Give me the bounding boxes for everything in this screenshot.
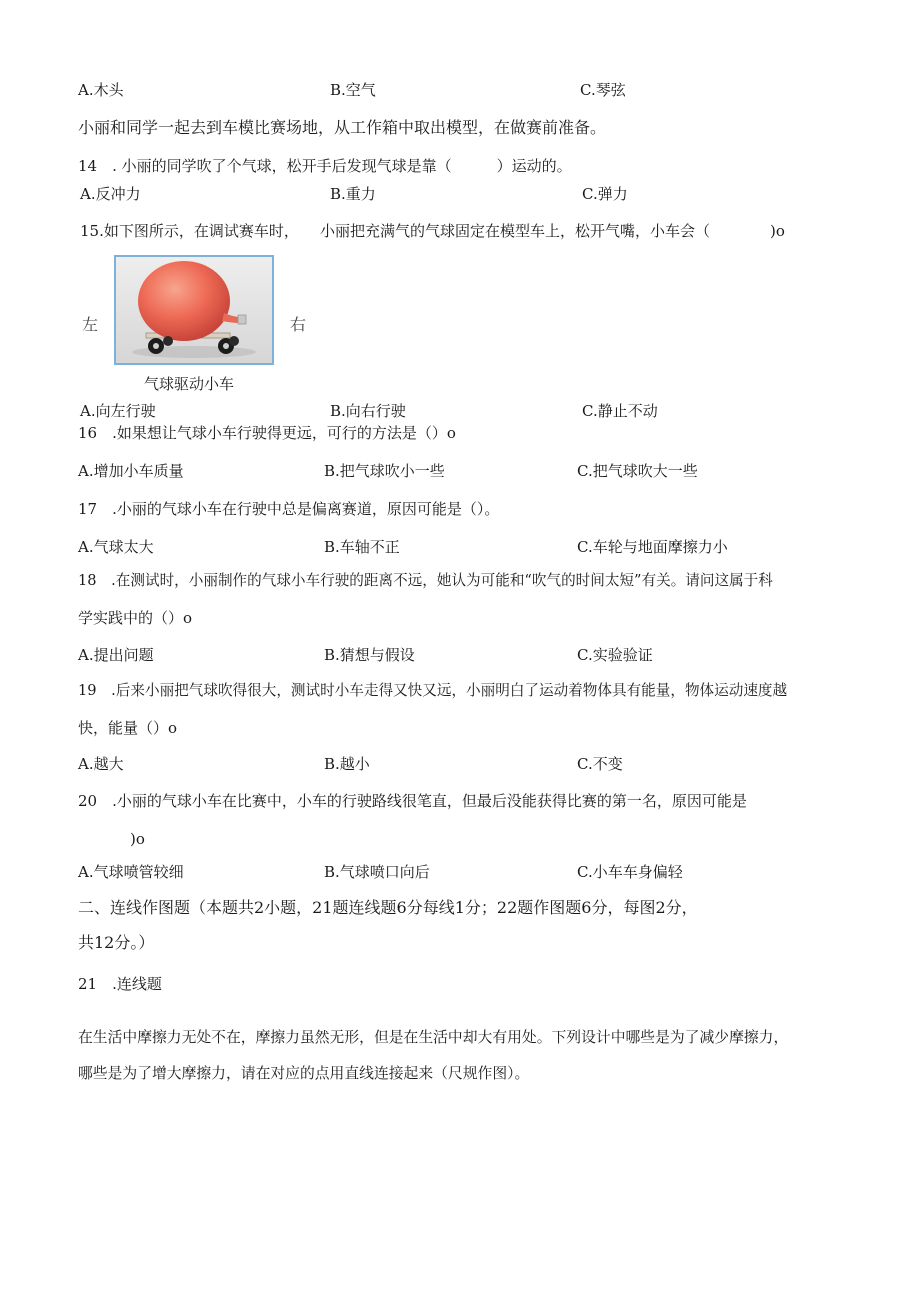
q15-option-b: B.向右行驶 [330,402,406,420]
q20-option-b: B.气球喷口向后 [324,863,430,881]
q19-option-c: C.不变 [577,755,623,773]
q21-paragraph-line-1: 在生活中摩擦力无处不在，摩擦力虽然无形，但是在生活中却大有用处。下列设计中哪些是为了减少摩擦力， [78,1029,789,1046]
q20-option-c: C.小车车身偏轻 [577,863,683,881]
balloon-car-figure [114,255,274,365]
q14-stem: 14 . 小丽的同学吹了个气球，松开手后发现气球是靠（ ）运动的。 [78,157,572,175]
figure-right-label: 右 [290,315,307,334]
figure-left-label: 左 [82,315,99,334]
q18-option-a: A.提出问题 [78,646,154,664]
q16-option-a: A.增加小车质量 [78,462,184,480]
q16-stem: 16 .如果想让气球小车行驶得更远，可行的方法是（）o [78,424,456,442]
q15-stem-part-a: 15.如下图所示，在调试赛车时， [80,222,299,240]
q14-option-a: A.反冲力 [80,185,141,203]
q18-stem-line-1: 18 .在测试时，小丽制作的气球小车行驶的距离不远，她认为可能和“吹气的时间太短”有关。请问这属于科 [78,572,773,589]
q17-stem: 17 .小丽的气球小车在行驶中总是偏离赛道，原因可能是（）。 [78,500,500,518]
q19-option-a: A.越大 [78,755,124,773]
q20-option-a: A.气球喷管较细 [78,863,184,881]
q16-option-b: B.把气球吹小一些 [324,462,445,480]
section-2-heading-line-2: 共12分。） [78,933,155,952]
q18-option-c: C.实验验证 [577,646,653,664]
q13-option-a: A.木头 [78,81,124,99]
balloon-car-image [116,257,272,363]
q14-option-b: B.重力 [330,185,376,203]
q17-option-b: B.车轴不正 [324,538,400,556]
q21-title: 21 .连线题 [78,975,162,993]
q18-option-b: B.猜想与假设 [324,646,415,664]
q19-stem-line-1: 19 .后来小丽把气球吹得很大，测试时小车走得又快又远，小丽明白了运动着物体具有能量，物体运动速度越 [78,682,788,699]
q20-stem-line-2: )o [130,830,145,848]
q18-stem-line-2: 学实践中的（）o [78,609,193,627]
q15-option-a: A.向左行驶 [80,402,156,420]
q19-option-b: B.越小 [324,755,370,773]
q15-option-c: C.静止不动 [582,402,658,420]
q17-option-c: C.车轮与地面摩擦力小 [577,538,728,556]
q13-option-c: C.琴弦 [580,81,626,99]
q21-paragraph-line-2: 哪些是为了增大摩擦力，请在对应的点用直线连接起来（尺规作图）。 [78,1065,530,1082]
q15-stem-part-b: 小丽把充满气的气球固定在模型车上，松开气嘴，小车会（ )o [320,222,785,240]
q16-option-c: C.把气球吹大一些 [577,462,698,480]
q19-stem-line-2: 快，能量（）o [78,719,178,737]
q13-option-b: B.空气 [330,81,376,99]
figure-caption: 气球驱动小车 [144,375,235,393]
section-2-heading-line-1: 二、连线作图题（本题共2小题，21题连线题6分每线1分；22题作图题6分，每图2分， [78,898,698,917]
q17-option-a: A.气球太大 [78,538,154,556]
q20-stem-line-1: 20 .小丽的气球小车在比赛中，小车的行驶路线很笔直，但最后没能获得比赛的第一名，原因可能是 [78,792,747,810]
q14-option-c: C.弹力 [582,185,628,203]
scenario-intro: 小丽和同学一起去到车模比赛场地，从工作箱中取出模型，在做赛前准备。 [78,118,607,137]
